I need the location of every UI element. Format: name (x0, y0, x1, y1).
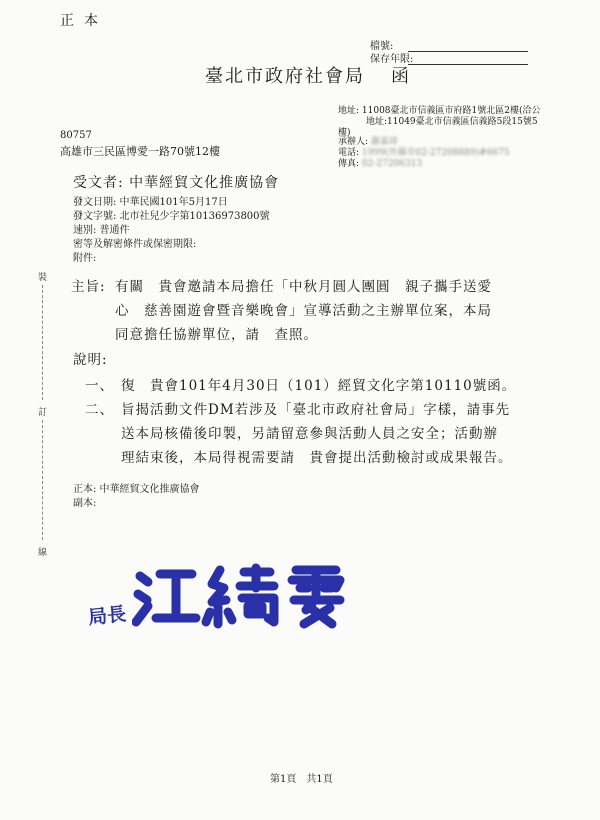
agency-title: 臺北市政府社會局 (205, 66, 365, 87)
file-number-row (370, 40, 413, 53)
contact-info (338, 137, 510, 170)
binding-mark: 線 (38, 548, 48, 558)
fax-label: 傳真: (338, 159, 360, 169)
doc-meta-line: 密等及解密條件或保密期限: (73, 239, 197, 250)
doc-meta-line: 發文字號: 北市社兒少字第10136973800號 (73, 211, 270, 222)
description-label: 說明: (73, 352, 108, 368)
subject-section (71, 275, 492, 347)
sender-address-line: 地址: 11008臺北市信義區市府路1號北區2樓(洽公 (338, 106, 541, 116)
doc-meta-line: 附件: (73, 253, 97, 264)
item-text: 復 貴會101年4月30日（101）經貿文化字第10110號函。 (121, 378, 517, 394)
copy-recipient-line: 副本: (73, 498, 97, 509)
recipient-line: 受文者: 中華經貿文化推廣協會 (73, 175, 280, 191)
recipient-zip: 80757 (60, 130, 92, 141)
description-item (85, 374, 516, 398)
phone-value: 1999(外縣市02-27208889)#6675 (361, 148, 510, 158)
original-recipient-line: 正本: 中華經貿文化推廣協會 (73, 484, 200, 495)
binding-mark: 訂 (38, 408, 48, 418)
binding-line (42, 285, 43, 400)
item-number: 一、 (85, 378, 114, 394)
description-item (85, 398, 516, 422)
subject-line: 同意擔任協辦單位，請 查照。 (115, 327, 318, 343)
original-copy-label: 正本 (60, 13, 108, 29)
retention-label: 保存年限: (370, 54, 414, 65)
fax-value: 02-27206313 (361, 159, 423, 169)
binding-line (42, 420, 43, 540)
item-text: 理結束後，本局得視需要請 貴會提出活動檢討或成果報告。 (121, 450, 513, 466)
file-number-label: 檔號: (370, 41, 394, 52)
signature-name-stamp (132, 560, 362, 632)
description-section (85, 374, 516, 470)
phone-row (338, 148, 510, 159)
subject-line: 有關 貴會邀請本局擔任「中秋月圓人團圓 親子攜手送愛 (115, 279, 492, 295)
handler-label: 承辦人: (338, 137, 369, 147)
item-text: 送本局核備後印製，另請留意參與活動人員之安全；活動辦 (121, 426, 498, 442)
director-signature-stamp (88, 560, 362, 632)
page-number: 第1頁 共1頁 (270, 774, 333, 785)
binding-mark: 裝 (38, 273, 48, 283)
item-number: 二、 (85, 402, 114, 418)
director-title: 局長 (87, 603, 128, 629)
fax-row (338, 159, 510, 170)
document-title (205, 62, 411, 88)
sender-address-line: 樓) (338, 128, 351, 138)
item-text: 旨揭活動文件DM若涉及「臺北市政府社會局」字樣，請事先 (121, 402, 511, 418)
doc-meta-block (73, 196, 270, 266)
doc-meta-line: 速別: 普通件 (73, 225, 130, 236)
sender-address-line: 地址:11049臺北市信義區信義路5段15號5 (366, 117, 538, 127)
handler-row (338, 137, 510, 148)
recipient-address: 高雄市三民區博愛一路70號12樓 (60, 145, 220, 158)
subject-line: 心 慈善園遊會暨音樂晚會」宣導活動之主辦單位案，本局 (115, 303, 492, 319)
doc-meta-line: 發文日期: 中華民國101年5月17日 (73, 197, 228, 208)
copy-list (73, 483, 200, 511)
handler-value: 謝嘉琦 (370, 137, 398, 147)
phone-label: 電話: (338, 148, 360, 158)
subject-label: 主旨: (71, 279, 106, 295)
sender-address (338, 106, 573, 139)
document-type: 函 (391, 66, 411, 87)
